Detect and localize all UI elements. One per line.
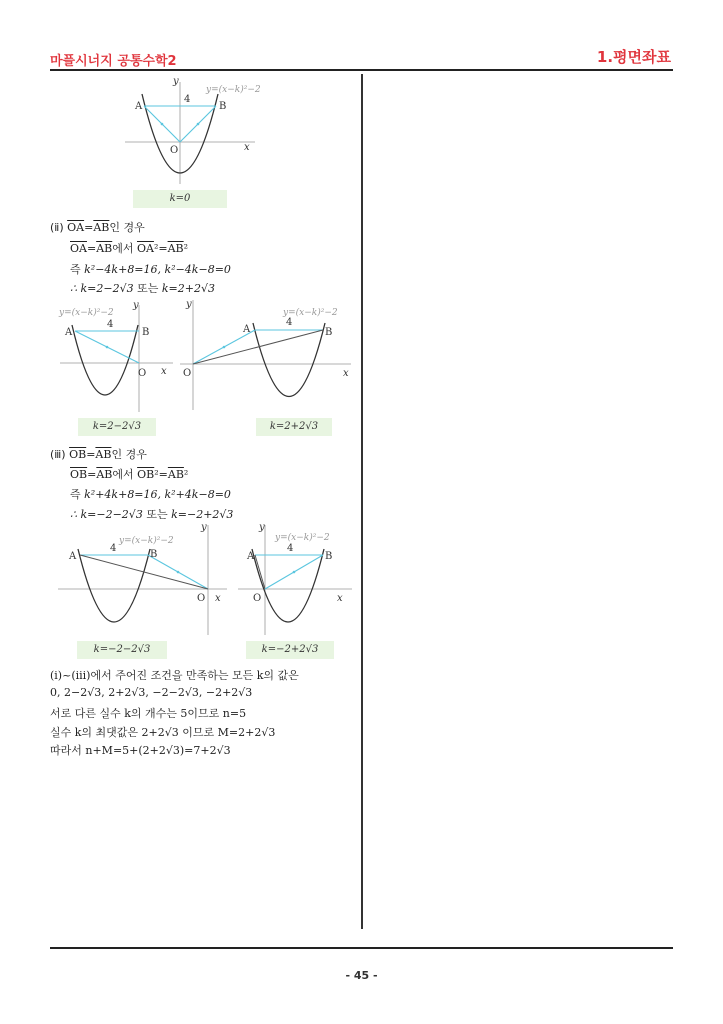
point-A-label: A xyxy=(135,101,143,112)
graph-k-2-minus-2root3 xyxy=(55,300,175,415)
case3-line1: $\overline{OB}=\overline{AB}$에서 $\overline{OB}^2=\overline{AB}^2$ xyxy=(70,468,189,481)
curve-equation: y=(x−k)²−2 xyxy=(275,533,330,543)
x-axis-label: x xyxy=(337,593,343,604)
y-axis-label: y xyxy=(259,522,265,533)
header-book-title: 마플시너지 공통수학2 xyxy=(50,54,177,69)
x-axis-label: x xyxy=(215,593,221,604)
conclusion-line4: 실수 k의 최댓값은 2+2√3 이므로 M=2+2√3 xyxy=(50,726,276,739)
point-B-label: B xyxy=(219,101,227,112)
case2-line1: $\overline{OA}=\overline{AB}$에서 $\overline{OA}^2=\overline{AB}^2$ xyxy=(70,242,189,255)
curve-equation: y=(x−k)²−2 xyxy=(119,536,174,546)
case2-heading: (ⅱ) $\overline{OA}=\overline{AB}$인 경우 xyxy=(50,221,145,234)
graph-k-0 xyxy=(120,72,280,187)
case2-line2: 즉 k²−4k+8=16, k²−4k−8=0 xyxy=(70,263,231,276)
case3-line3: ∴ k=−2−2√3 또는 k=−2+2√3 xyxy=(70,508,234,521)
y-axis-label: y xyxy=(133,300,139,311)
point-B-label: B xyxy=(142,327,150,338)
graph-caption: k=−2−2√3 xyxy=(77,641,167,659)
origin-label: O xyxy=(170,145,179,156)
length-label: 4 xyxy=(110,543,117,554)
length-label: 4 xyxy=(287,543,294,554)
length-label: 4 xyxy=(184,94,191,105)
length-label: 4 xyxy=(107,319,114,330)
conclusion-line1: (ⅰ)~(ⅲ)에서 주어진 조건을 만족하는 모든 k의 값은 xyxy=(50,669,299,682)
origin-label: O xyxy=(183,368,192,379)
point-A-label: A xyxy=(243,324,251,335)
y-axis-label: y xyxy=(186,299,192,310)
graph-k-minus-2-minus-2root3 xyxy=(55,520,230,638)
point-B-label: B xyxy=(150,549,158,560)
y-axis-label: y xyxy=(201,522,207,533)
y-axis-label: y xyxy=(173,76,179,87)
graph-caption: k=0 xyxy=(133,190,227,208)
header-chapter-title: 1.평면좌표 xyxy=(596,48,671,66)
length-label: 4 xyxy=(286,317,293,328)
point-A-label: A xyxy=(69,551,77,562)
graph-caption: k=2−2√3 xyxy=(78,418,156,436)
graph-k-minus-2-plus-2root3 xyxy=(235,520,355,638)
point-A-label: A xyxy=(65,327,73,338)
origin-label: O xyxy=(197,593,206,604)
header-rule xyxy=(50,69,673,71)
graph-k-2-plus-2root3 xyxy=(175,295,355,415)
footer-rule xyxy=(50,947,673,949)
conclusion-line5: 따라서 n+M=5+(2+2√3)=7+2√3 xyxy=(50,744,231,757)
origin-label: O xyxy=(138,368,147,379)
curve-equation: y=(x−k)²−2 xyxy=(283,308,338,318)
conclusion-line2: 0, 2−2√3, 2+2√3, −2−2√3, −2+2√3 xyxy=(50,686,253,699)
graph-caption: k=2+2√3 xyxy=(256,418,332,436)
graph-caption: k=−2+2√3 xyxy=(246,641,334,659)
case3-line2: 즉 k²+4k+8=16, k²+4k−8=0 xyxy=(70,488,231,501)
origin-label: O xyxy=(253,593,262,604)
x-axis-label: x xyxy=(161,366,167,377)
column-divider xyxy=(361,74,363,929)
point-A-label: A xyxy=(247,551,255,562)
case2-line3: ∴ k=2−2√3 또는 k=2+2√3 xyxy=(70,282,215,295)
x-axis-label: x xyxy=(244,142,250,153)
point-B-label: B xyxy=(325,551,333,562)
conclusion-line3: 서로 다른 실수 k의 개수는 5이므로 n=5 xyxy=(50,707,247,720)
x-axis-label: x xyxy=(343,368,349,379)
case3-heading: (ⅲ) $\overline{OB}=\overline{AB}$인 경우 xyxy=(50,448,147,461)
page-number: - 45 - xyxy=(345,969,378,982)
curve-equation: y=(x−k)²−2 xyxy=(59,308,114,318)
point-B-label: B xyxy=(325,327,333,338)
curve-equation: y=(x−k)²−2 xyxy=(206,85,261,95)
